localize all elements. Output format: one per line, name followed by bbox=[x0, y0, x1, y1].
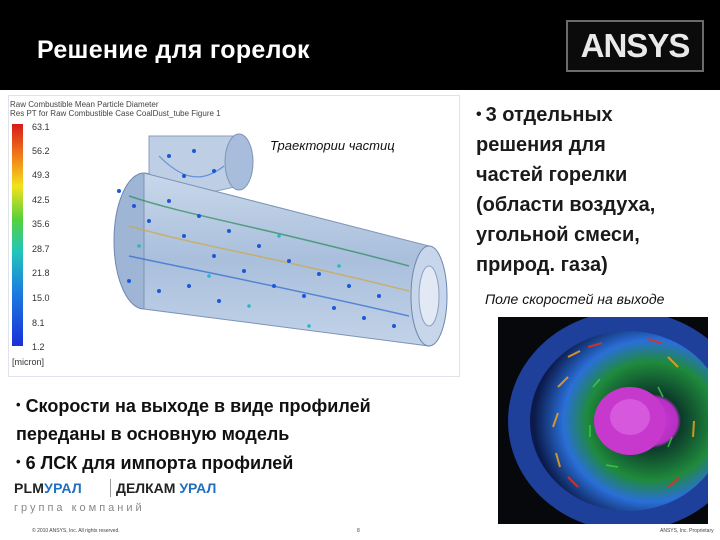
simulation-caption bbox=[10, 100, 221, 118]
legend-value: 35.6 bbox=[32, 219, 50, 229]
legend-value: 56.2 bbox=[32, 146, 50, 156]
delkam-ural-logo bbox=[116, 480, 216, 496]
logo-divider bbox=[110, 479, 111, 497]
bottom-bullet-list bbox=[16, 391, 476, 477]
bullet-text: 3 отдельных bbox=[485, 104, 613, 126]
color-legend-bar bbox=[12, 124, 23, 346]
footer-proprietary: ANSYS, Inc. Proprietary bbox=[660, 528, 714, 534]
legend-value: 8.1 bbox=[32, 318, 45, 328]
bullet-line: (области воздуха, bbox=[476, 194, 656, 216]
footer-page-number: 8 bbox=[357, 528, 360, 534]
bullet-line: природ. газа) bbox=[476, 254, 608, 276]
simulation-caption-line1: Raw Combustible Mean Particle Diameter bbox=[10, 100, 159, 109]
plm-ural-logo bbox=[14, 480, 82, 496]
legend-value: 1.2 bbox=[32, 342, 45, 352]
velocity-vectors-illustration bbox=[498, 317, 708, 524]
slide-title: Решение для горелок bbox=[37, 36, 310, 64]
bullet-text: 6 ЛСК для импорта профилей bbox=[25, 453, 294, 473]
bullet-dot: • bbox=[16, 454, 21, 469]
legend-value: 63.1 bbox=[32, 122, 50, 132]
legend-value: 42.5 bbox=[32, 195, 50, 205]
legend-value: 21.8 bbox=[32, 268, 50, 278]
bullet-dot: • bbox=[16, 397, 21, 412]
plm-text: PLM bbox=[14, 480, 45, 496]
bullet-text: Скорости на выходе в виде профилей bbox=[25, 396, 371, 416]
trajectory-label: Траектории частиц bbox=[270, 138, 395, 153]
header-bar bbox=[0, 0, 720, 90]
bullet-text-continuation: переданы в основную модель bbox=[16, 424, 290, 444]
velocity-field-label: Поле скоростей на выходе bbox=[485, 291, 665, 307]
legend-unit: [micron] bbox=[12, 357, 45, 367]
bullet-line: решения для bbox=[476, 134, 606, 156]
legend-value: 15.0 bbox=[32, 293, 50, 303]
bullet-item bbox=[16, 448, 476, 477]
footer-copyright: © 2010 ANSYS, Inc. All rights reserved. bbox=[32, 528, 120, 534]
ural-text: УРАЛ bbox=[179, 480, 217, 496]
ansys-logo-text: ANSYS bbox=[580, 27, 690, 64]
bullet-line: частей горелки bbox=[476, 164, 628, 186]
legend-value: 28.7 bbox=[32, 244, 50, 254]
bullet-line bbox=[476, 100, 716, 130]
bullet-line: угольной смеси, bbox=[476, 224, 640, 246]
company-logos bbox=[12, 474, 230, 522]
ansys-logo bbox=[566, 20, 704, 72]
delkam-text: ДЕЛКАМ bbox=[116, 480, 176, 496]
bullet-item bbox=[16, 391, 476, 420]
group-companies-text: группа компаний bbox=[14, 502, 145, 514]
simulation-caption-line2: Res PT for Raw Combustible Case CoalDust_tube Figure 1 bbox=[10, 109, 221, 118]
legend-value: 49.3 bbox=[32, 170, 50, 180]
ural-text: УРАЛ bbox=[44, 480, 82, 496]
right-bullet-list bbox=[476, 100, 716, 280]
bullet-dot: • bbox=[476, 106, 482, 123]
velocity-field-image bbox=[498, 317, 708, 524]
